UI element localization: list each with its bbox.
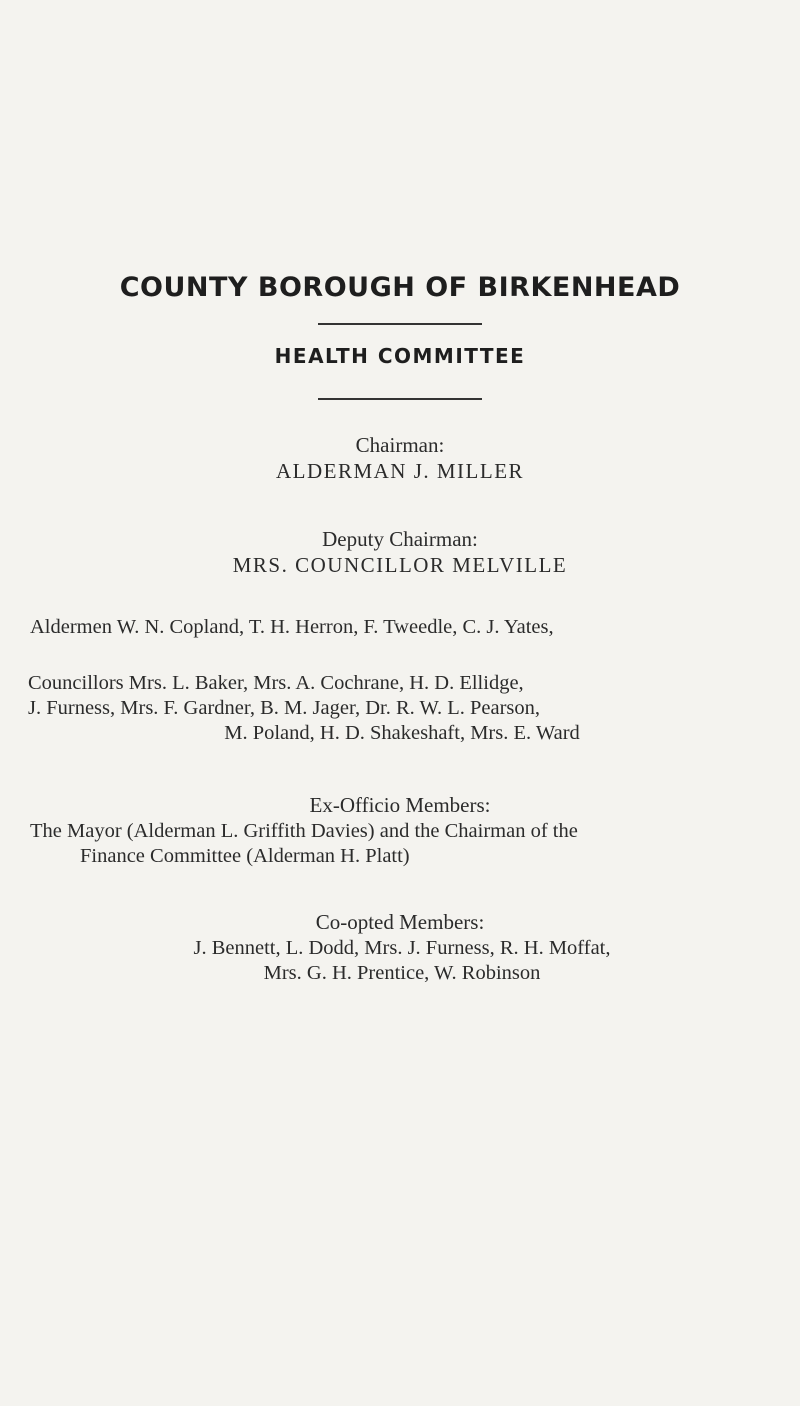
councillors-line-2: J. Furness, Mrs. F. Gardner, B. M. Jager, Dr. R. W. L. Pearson, — [28, 697, 541, 719]
co-opted-line-1: J. Bennett, L. Dodd, Mrs. J. Furness, R. H. Moffat, — [193, 937, 611, 959]
councillors-line-3: M. Poland, H. D. Shakeshaft, Mrs. E. Ward — [224, 722, 580, 744]
ex-officio-line-2: Finance Committee (Alderman H. Platt) — [80, 845, 410, 867]
title-divider-top — [318, 323, 482, 325]
chairman-label: Chairman: — [355, 433, 445, 457]
aldermen-list: Aldermen W. N. Copland, T. H. Herron, F. Tweedle, C. J. Yates, — [30, 616, 554, 638]
councillors-line-1: Councillors Mrs. L. Baker, Mrs. A. Cochrane, H. D. Ellidge, — [28, 672, 524, 694]
document-title: COUNTY BOROUGH OF BIRKENHEAD — [119, 272, 681, 303]
chairman-name: ALDERMAN J. MILLER — [275, 459, 525, 483]
co-opted-line-2: Mrs. G. H. Prentice, W. Robinson — [263, 962, 541, 984]
ex-officio-label: Ex-Officio Members: — [309, 793, 491, 817]
title-divider-bottom — [318, 398, 482, 400]
co-opted-label: Co-opted Members: — [315, 910, 485, 934]
deputy-chairman-name: MRS. COUNCILLOR MELVILLE — [232, 553, 568, 577]
ex-officio-line-1: The Mayor (Alderman L. Griffith Davies) and the Chairman of the — [30, 820, 578, 842]
committee-heading: HEALTH COMMITTEE — [274, 344, 526, 368]
deputy-chairman-label: Deputy Chairman: — [322, 527, 478, 551]
